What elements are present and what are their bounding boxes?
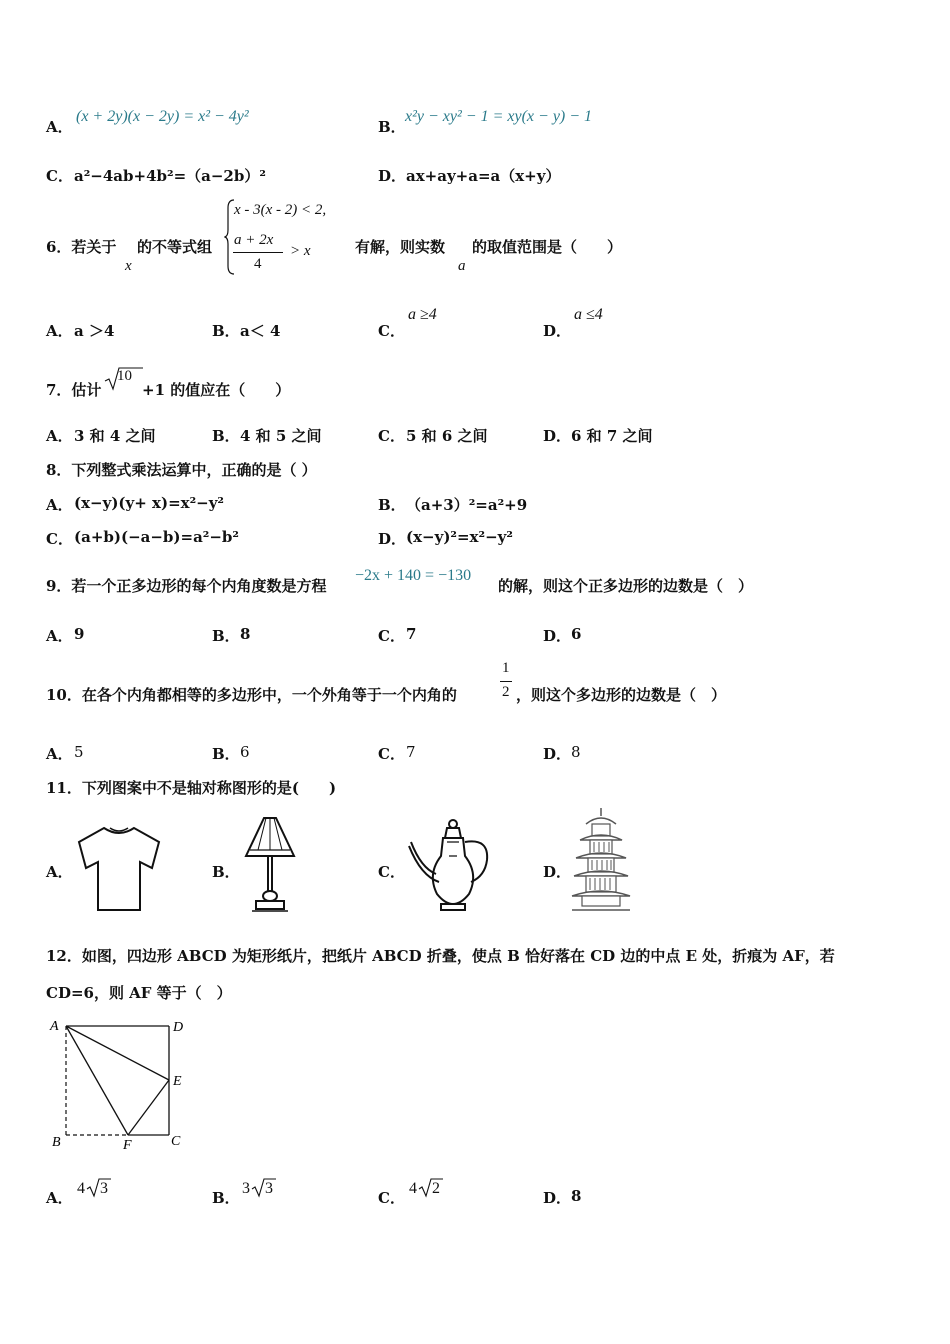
- q12-line2: CD=6，则 AF 等于（ ）: [46, 984, 232, 1002]
- q8-b-label: B．: [378, 496, 406, 514]
- q7-opt-a-label: A．: [46, 427, 73, 445]
- q12-rectangle-figure: [44, 1014, 204, 1154]
- figure-label-e: E: [173, 1074, 182, 1089]
- q12-opt-c-radical-icon: [418, 1177, 444, 1199]
- q5-c-text: a²−4ab+4b²=（a−2b）²: [74, 167, 266, 185]
- q10-frac-num: 1: [502, 660, 510, 676]
- q6-opt-c-text: a ≥4: [408, 306, 437, 323]
- q6-opt-b-text: a＜ 4: [240, 322, 281, 340]
- q7-opt-b-text: 4 和 5 之间: [240, 427, 322, 445]
- teapot-icon: [405, 816, 493, 916]
- q6-ineq2-num: a + 2x: [234, 232, 274, 248]
- q7-opt-c-label: C．: [378, 427, 405, 445]
- q6-ineq1: x - 3(x - 2) < 2,: [234, 202, 327, 218]
- q5-b-label: B．: [378, 118, 406, 136]
- q12-opt-a-label: A．: [46, 1189, 73, 1207]
- q9-opt-c-label: C．: [378, 627, 405, 645]
- q10-opt-c-text: 7: [406, 743, 416, 761]
- q9-opt-c-text: 7: [406, 625, 417, 643]
- q12-opt-a-radical-icon: [86, 1177, 112, 1199]
- q7-opt-d-text: 6 和 7 之间: [571, 427, 653, 445]
- q6-opt-d-text: a ≤4: [574, 306, 603, 323]
- q8-c-label: C．: [46, 530, 73, 548]
- q7-opt-b-label: B．: [212, 427, 240, 445]
- q8-stem: 8．下列整式乘法运算中，正确的是（ ）: [46, 461, 317, 479]
- pagoda-icon: [568, 806, 634, 916]
- q5-d-text: ax+ay+a=a（x+y）: [406, 167, 561, 185]
- q10-opt-d-text: 8: [571, 743, 581, 761]
- q12-opt-b-radical-icon: [251, 1177, 277, 1199]
- figure-label-d: D: [173, 1020, 184, 1035]
- q11-stem: 11．下列图案中不是轴对称图形的是( ): [46, 779, 337, 797]
- q10-prefix: 10．在各个内角都相等的多边形中，一个外角等于一个内角的: [46, 686, 457, 704]
- q8-d-text: (x−y)²=x²−y²: [406, 528, 513, 546]
- q10-suffix: ，则这个多边形的边数是（ ）: [516, 686, 727, 704]
- q6-opt-b-label: B．: [212, 322, 240, 340]
- q8-b-text: （a+3）²=a²+9: [406, 496, 528, 514]
- q6-opt-a-text: a ＞4: [74, 322, 115, 340]
- q8-c-text: (a+b)(−a−b)=a²−b²: [74, 528, 239, 546]
- q5-a-label: A．: [46, 118, 73, 136]
- q7-suffix: +1 的值应在（ ）: [142, 381, 291, 399]
- figure-label-a: A: [50, 1019, 59, 1034]
- q12-opt-c-label: C．: [378, 1189, 405, 1207]
- q7-prefix: 7．估计: [46, 381, 102, 399]
- q9-opt-b-text: 8: [240, 625, 251, 643]
- q9-opt-a-text: 9: [74, 625, 85, 643]
- q12-opt-b-coef: 3: [242, 1180, 250, 1197]
- q11-label-b: B．: [212, 863, 240, 881]
- q12-opt-a-rad: 3: [100, 1180, 108, 1197]
- q8-a-text: (x−y)(y+ x)=x²−y²: [74, 494, 224, 512]
- q12-opt-c-coef: 4: [409, 1180, 417, 1197]
- q10-opt-d-label: D．: [543, 745, 572, 763]
- q5-d-label: D．: [378, 167, 407, 185]
- q6-var-x: x: [125, 258, 132, 274]
- q12-opt-d-text: 8: [571, 1187, 582, 1205]
- q6-ineq2-den: 4: [254, 256, 262, 272]
- q6-suffix2: 的取值范围是（ ）: [472, 238, 623, 256]
- q11-label-c: C．: [378, 863, 405, 881]
- q10-opt-a-label: A．: [46, 745, 73, 763]
- q12-line1: 12．如图，四边形 ABCD 为矩形纸片，把纸片 ABCD 折叠，使点 B 恰好落在 CD 边的中点 E 处，折痕为 AF，若: [46, 947, 835, 965]
- q6-prefix: 6．若关于: [46, 238, 117, 256]
- q7-radicand: 10: [117, 368, 132, 384]
- q9-opt-d-label: D．: [543, 627, 572, 645]
- q12-opt-c-rad: 2: [432, 1180, 440, 1197]
- figure-label-f: F: [123, 1138, 132, 1153]
- q5-b-math: x²y − xy² − 1 = xy(x − y) − 1: [405, 108, 593, 125]
- q9-suffix: 的解，则这个正多边形的边数是（ ）: [498, 577, 754, 595]
- q6-fraction-bar: [233, 252, 283, 253]
- q10-opt-b-text: 6: [240, 743, 250, 761]
- figure-label-b: B: [52, 1135, 61, 1150]
- q7-opt-a-text: 3 和 4 之间: [74, 427, 156, 445]
- q11-label-a: A．: [46, 863, 73, 881]
- q6-opt-d-label: D．: [543, 322, 572, 340]
- q10-opt-c-label: C．: [378, 745, 405, 763]
- figure-label-c: C: [171, 1134, 181, 1149]
- q6-mid: 的不等式组: [137, 238, 213, 256]
- q7-opt-d-label: D．: [543, 427, 572, 445]
- q12-opt-d-label: D．: [543, 1189, 572, 1207]
- q6-opt-c-label: C．: [378, 322, 405, 340]
- q10-fraction-bar: [500, 681, 512, 682]
- q11-label-d: D．: [543, 863, 572, 881]
- q9-opt-d-text: 6: [571, 625, 582, 643]
- q5-c-label: C．: [46, 167, 73, 185]
- q10-opt-a-text: 5: [74, 743, 84, 761]
- q6-ineq2-rhs: > x: [290, 243, 311, 259]
- tshirt-icon: [74, 822, 164, 914]
- q9-opt-b-label: B．: [212, 627, 240, 645]
- q6-suffix1: 有解，则实数: [355, 238, 446, 256]
- q8-a-label: A．: [46, 496, 73, 514]
- q7-opt-c-text: 5 和 6 之间: [406, 427, 488, 445]
- q9-prefix: 9．若一个正多边形的每个内角度数是方程: [46, 577, 327, 595]
- q6-var-a: a: [458, 258, 466, 274]
- q8-d-label: D．: [378, 530, 407, 548]
- q9-opt-a-label: A．: [46, 627, 73, 645]
- table-lamp-icon: [240, 812, 300, 916]
- q10-frac-den: 2: [502, 684, 510, 700]
- q9-equation: −2x + 140 = −130: [355, 567, 472, 584]
- q6-opt-a-label: A．: [46, 322, 73, 340]
- q10-opt-b-label: B．: [212, 745, 240, 763]
- q12-opt-b-label: B．: [212, 1189, 240, 1207]
- q12-opt-a-coef: 4: [77, 1180, 85, 1197]
- q12-opt-b-rad: 3: [265, 1180, 273, 1197]
- q5-a-math: (x + 2y)(x − 2y) = x² − 4y²: [76, 108, 249, 125]
